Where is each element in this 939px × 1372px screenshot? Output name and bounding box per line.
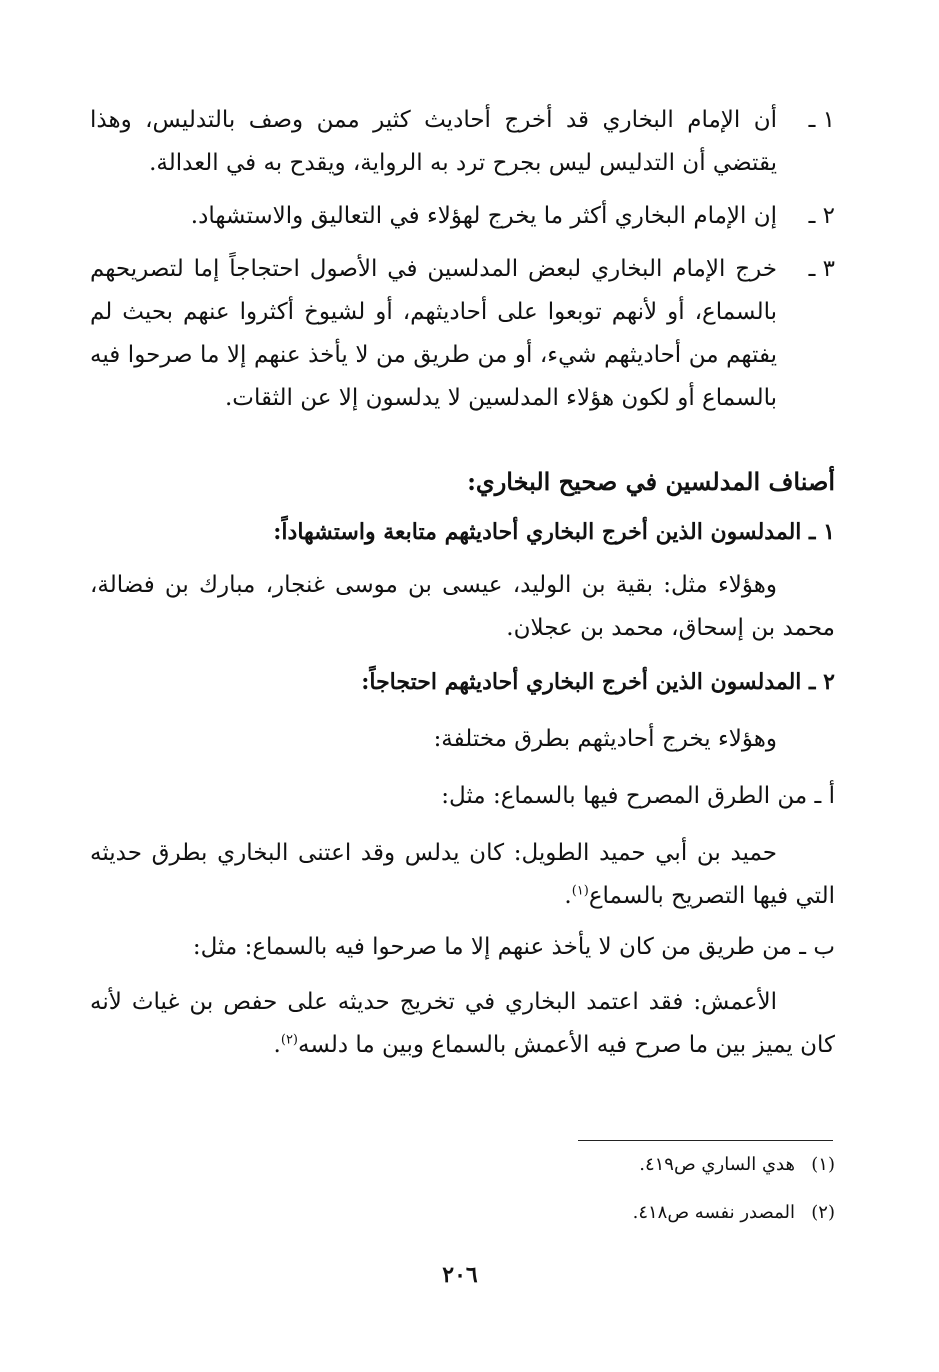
subsection-1-title: ١ ـ المدلسون الذين أخرج البخاري أحاديثهم متابعة واستشهاداً: [273,519,835,545]
footnotes [560,1152,835,1248]
subsection-2b-text [90,981,835,1067]
list-item-number: ١ ـ [808,107,835,133]
section-title: أصناف المدلسين في صحيح البخاري: [467,467,835,496]
list-item-1 [90,99,835,185]
list-item-number: ٣ ـ [808,256,835,282]
subsection-2b-end: . [273,1032,281,1058]
subsection-2a-label: أ ـ من الطرق المصرح فيها بالسماع: مثل: [441,783,835,809]
footnote-ref-2[interactable]: (٢) [280,1032,298,1048]
footnote-text: هدي الساري ص٤١٩. [639,1154,795,1175]
list-item-text: أن الإمام البخاري قد أخرج أحاديث كثير ممن وصف بالتدليس، وهذا يقتضي أن التدليس ليس بجرح ترد به الرواية، ويقدح به في العدالة. [90,107,777,176]
footnote-text: المصدر نفسه ص٤١٨. [632,1202,795,1223]
footnote-1 [560,1152,835,1178]
subsection-2-intro: وهؤلاء يخرج أحاديثهم بطرق مختلفة: [433,726,777,752]
list-item-text: خرج الإمام البخاري لبعض المدلسين في الأصول احتجاجاً إما لتصريحهم بالسماع، أو لأنهم توبعوا على أحاديثهم، أو لشيوخ أكثروا عنهم بحيث لم يفتهم من أحاديثهم شيء، أو من طريق من لا يأخذ عنهم إلا ما صرحوا فيه بالسماع أو لكون هؤلاء المدلسين لا يدلسون إلا عن الثقات. [90,256,777,411]
subsection-2a-end: . [564,883,572,909]
subsection-1-text: وهؤلاء مثل: بقية بن الوليد، عيسى بن موسى غنجار، مبارك بن فضالة، محمد بن إسحاق، محمد بن عجلان. [90,572,835,641]
subsection-2b-label: ب ـ من طريق من كان لا يأخذ عنهم إلا ما صرحوا فيه بالسماع: مثل: [192,934,835,960]
subsection-2a-body: حميد بن أبي حميد الطويل: كان يدلس وقد اعتنى البخاري بطرق حديثه التي فيها التصريح بالسماع [90,840,835,909]
footnote-number: (١) [811,1154,835,1175]
footnote-number: (٢) [811,1202,835,1223]
footnote-ref-1[interactable]: (١) [571,883,589,899]
list-item-number: ٢ ـ [808,203,835,229]
list-item-text: إن الإمام البخاري أكثر ما يخرج لهؤلاء في التعاليق والاستشهاد. [190,203,777,229]
page-body [90,95,835,1067]
subsection-2a-text [90,832,835,918]
list-item-3 [90,248,835,420]
subsection-2-title: ٢ ـ المدلسون الذين أخرج البخاري أحاديثهم احتجاجاً: [361,669,835,695]
footnote-divider [578,1140,833,1141]
footnote-2 [560,1200,835,1226]
subsection-2b-body: الأعمش: فقد اعتمد البخاري في تخريج حديثه على حفص بن غياث لأنه كان يميز بين ما صرح فيه الأعمش بالسماع وبين ما دلسه [90,989,835,1058]
list-item-2 [90,195,835,238]
page-number: ٢٠٦ [442,1262,478,1288]
